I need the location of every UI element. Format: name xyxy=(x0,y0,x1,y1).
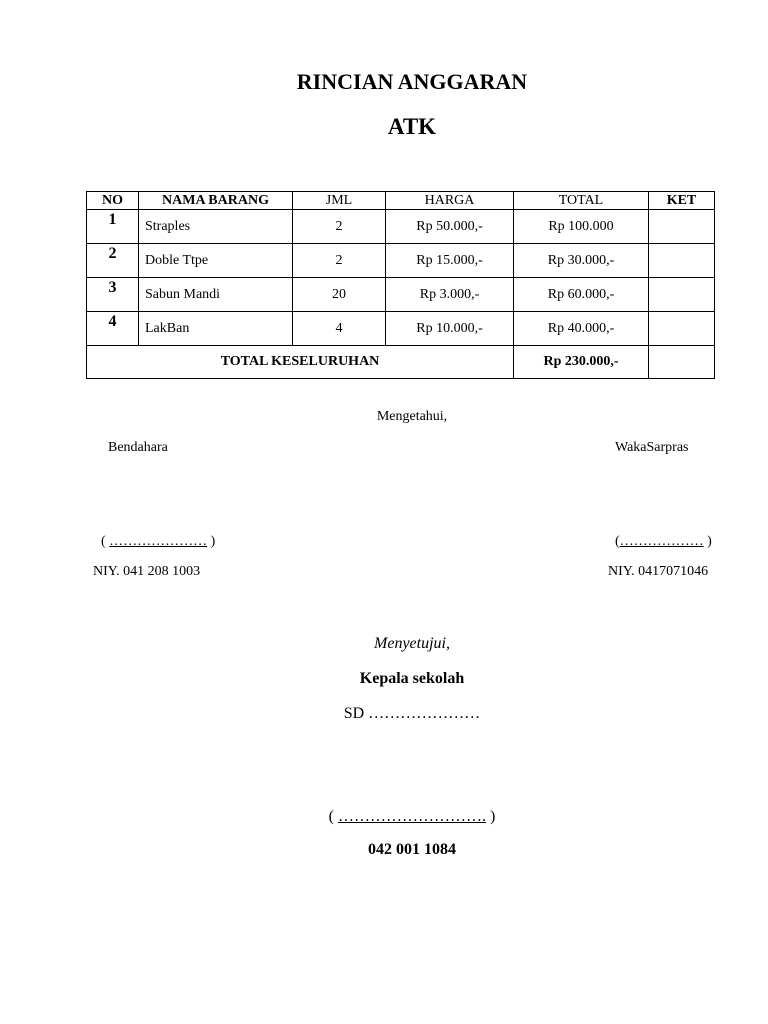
table-row xyxy=(87,210,715,244)
cell-no: 2 xyxy=(87,244,139,278)
total-ket xyxy=(649,346,715,379)
signature-dots: ……………… xyxy=(619,534,704,549)
paren-open: ( xyxy=(101,534,110,549)
table-row xyxy=(87,244,715,278)
table-total-row xyxy=(87,346,715,379)
total-label: TOTAL KESELURUHAN xyxy=(87,346,514,379)
header-jml: JML xyxy=(293,192,386,210)
header-ket: KET xyxy=(649,192,715,210)
cell-nama: Sabun Mandi xyxy=(139,278,293,312)
wakasarpras-niy: NIY. 0417071046 xyxy=(608,564,709,579)
total-value: Rp 230.000,- xyxy=(514,346,649,379)
cell-no: 1 xyxy=(87,210,139,244)
cell-jml: 2 xyxy=(293,244,386,278)
cell-no: 3 xyxy=(87,278,139,312)
paren-open: ( xyxy=(615,534,620,549)
cell-ket xyxy=(649,312,715,346)
cell-harga: Rp 15.000,- xyxy=(386,244,514,278)
budget-table xyxy=(86,191,715,379)
wakasarpras-signature-line xyxy=(615,534,712,550)
kepala-sekolah-label: Kepala sekolah xyxy=(359,670,465,687)
kepala-niy: 042 001 1084 xyxy=(368,841,456,858)
paren-close: ) xyxy=(486,808,496,825)
bendahara-signature-line xyxy=(101,534,215,550)
cell-jml: 20 xyxy=(293,278,386,312)
cell-harga: Rp 50.000,- xyxy=(386,210,514,244)
cell-no: 4 xyxy=(87,312,139,346)
cell-harga: Rp 10.000,- xyxy=(386,312,514,346)
cell-ket xyxy=(649,210,715,244)
bendahara-label: Bendahara xyxy=(108,440,168,455)
cell-harga: Rp 3.000,- xyxy=(386,278,514,312)
cell-nama: Straples xyxy=(139,210,293,244)
cell-total: Rp 30.000,- xyxy=(514,244,649,278)
header-total: TOTAL xyxy=(514,192,649,210)
kepala-signature-line xyxy=(0,808,768,826)
signature-dots: ………………………. xyxy=(338,808,486,825)
wakasarpras-label: WakaSarpras xyxy=(615,440,689,455)
cell-total: Rp 60.000,- xyxy=(514,278,649,312)
cell-jml: 2 xyxy=(293,210,386,244)
cell-ket xyxy=(649,244,715,278)
mengetahui-label: Mengetahui, xyxy=(376,409,448,424)
header-no: NO xyxy=(87,192,139,210)
table-row xyxy=(87,312,715,346)
cell-nama: LakBan xyxy=(139,312,293,346)
paren-open: ( xyxy=(328,808,338,825)
header-nama-barang: NAMA BARANG xyxy=(139,192,293,210)
bendahara-niy: NIY. 041 208 1003 xyxy=(93,564,201,579)
paren-close: ) xyxy=(207,534,216,549)
table-header-row xyxy=(87,192,715,210)
document-subtitle: ATK xyxy=(387,114,437,139)
cell-total: Rp 40.000,- xyxy=(514,312,649,346)
cell-nama: Doble Ttpe xyxy=(139,244,293,278)
paren-close: ) xyxy=(703,534,712,549)
signature-dots: ………………… xyxy=(109,534,208,549)
header-harga: HARGA xyxy=(386,192,514,210)
table-row xyxy=(87,278,715,312)
cell-ket xyxy=(649,278,715,312)
cell-total: Rp 100.000 xyxy=(514,210,649,244)
school-name: SD ………………… xyxy=(343,705,481,722)
menyetujui-label: Menyetujui, xyxy=(374,635,450,652)
document-title: RINCIAN ANGGARAN xyxy=(296,69,528,94)
cell-jml: 4 xyxy=(293,312,386,346)
